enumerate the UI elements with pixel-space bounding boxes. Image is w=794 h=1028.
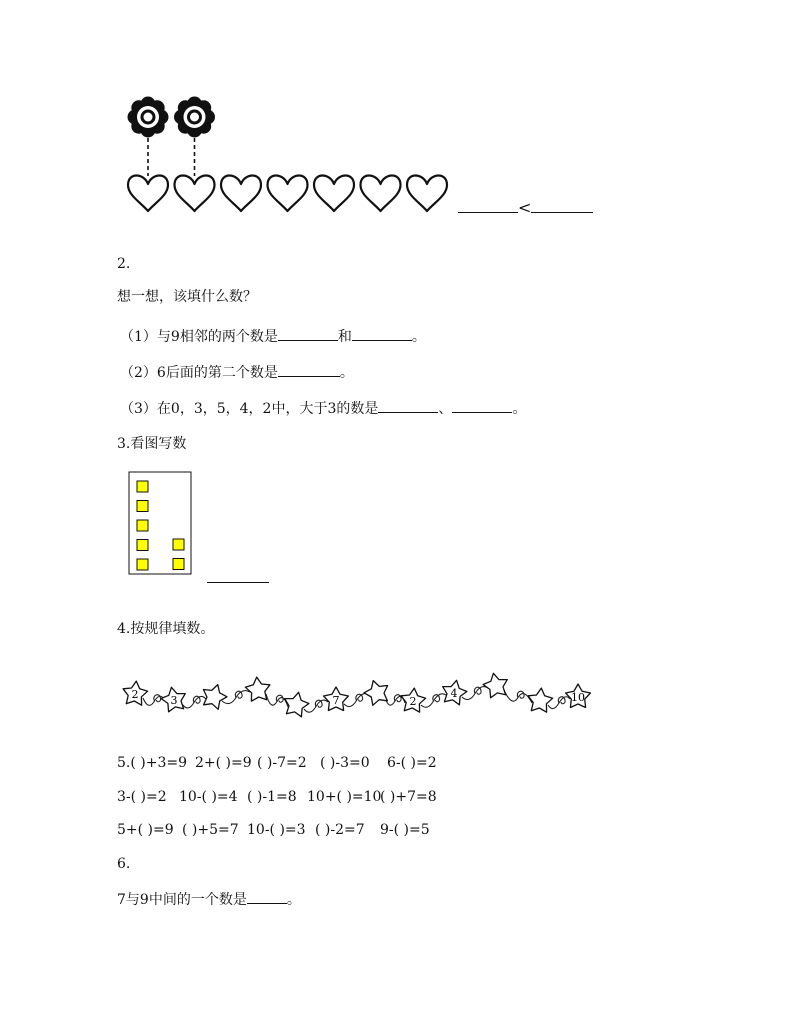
vine-curl <box>193 696 200 703</box>
q6-end: 。 <box>286 892 301 908</box>
star-number: 4 <box>450 687 458 700</box>
q6-number: 6. <box>117 856 131 872</box>
q5-expression: 2+( )=9 <box>195 755 252 771</box>
q2-item-label: （1） <box>120 329 157 345</box>
q2-item-connector: 和 <box>337 329 352 345</box>
q5-expression: ( )-3=0 <box>320 755 370 771</box>
vine-curl <box>315 700 322 707</box>
q6-question <box>117 889 301 909</box>
q1-compare-symbol: < <box>518 198 532 217</box>
star-bead <box>401 688 426 712</box>
q2-item-label: （2） <box>120 365 157 381</box>
q5-expression: 6-( )=2 <box>387 755 437 771</box>
star-bead <box>203 685 227 710</box>
q5-expression: ( )+5=7 <box>182 822 239 838</box>
star-number: 3 <box>170 694 178 707</box>
q5-expression: 9-( )=5 <box>380 822 430 838</box>
q5-expression: 10-( )=4 <box>179 789 238 805</box>
star-bead <box>483 673 507 698</box>
star-bead <box>161 687 185 712</box>
vine-curl <box>356 694 363 701</box>
q2-item-label: （3） <box>120 401 157 417</box>
q5-expression: ( )-7=2 <box>257 755 307 771</box>
star-bead <box>443 680 467 705</box>
q4-title: 4.按规律填数。 <box>117 621 215 637</box>
star-bead <box>364 681 388 706</box>
q5-expression: 10-( )=3 <box>247 822 306 838</box>
star-bead <box>285 692 309 717</box>
q5-expression: ( )-2=7 <box>315 822 365 838</box>
star-number: 2 <box>131 688 139 701</box>
q2-item-text: 与9相邻的两个数是 <box>156 329 278 345</box>
q5-expression: 10+( )=10 <box>307 789 382 805</box>
vine-curl <box>235 691 242 698</box>
q6-blank[interactable] <box>247 889 287 904</box>
q5-expression: 5+( )=9 <box>117 822 174 838</box>
q2-item-text: 6后面的第二个数是 <box>156 365 278 381</box>
star-bead <box>123 681 148 705</box>
star-number: 10 <box>571 691 585 704</box>
star-bead <box>528 688 553 712</box>
star-number: 2 <box>409 695 417 708</box>
vine-curl <box>394 695 401 702</box>
q6-text: 7与9中间的一个数是 <box>117 892 247 908</box>
vine-curl <box>474 687 481 694</box>
star-bead <box>245 677 270 701</box>
q2-item-end: 。 <box>411 329 426 345</box>
star-bead <box>324 687 349 711</box>
q5-expression: 3-( )=2 <box>117 789 167 805</box>
q2-item-end: 。 <box>339 365 354 381</box>
q5-expression: 5.( )+3=9 <box>117 755 188 771</box>
q2-item-text: 在0，3，5，4，2中，大于3的数是 <box>156 401 379 417</box>
q3-title: 3.看图写数 <box>117 436 187 452</box>
q2-number: 2. <box>117 256 131 272</box>
q5-expression: ( )+7=8 <box>380 789 437 805</box>
q2-prompt: 想一想，该填什么数？ <box>117 289 257 305</box>
vine-curl <box>558 697 565 704</box>
q5-expression: ( )-1=8 <box>247 789 297 805</box>
star-number: 7 <box>332 694 340 707</box>
q2-item-connector: 、 <box>438 401 453 417</box>
vine-curl <box>433 695 440 702</box>
q2-item-end: 。 <box>512 401 527 417</box>
star-bead <box>566 684 591 708</box>
